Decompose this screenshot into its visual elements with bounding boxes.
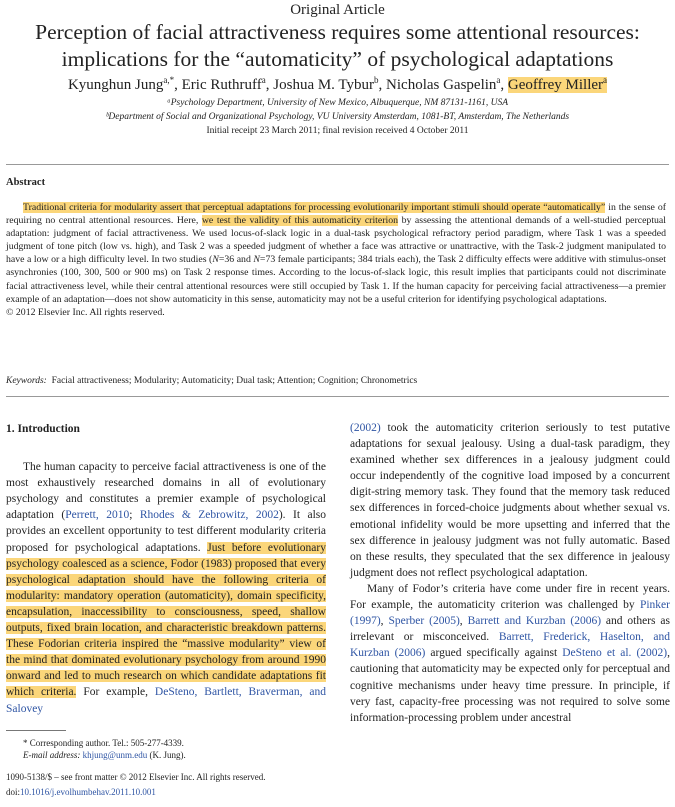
right-paragraph-2: Many of Fodor’s criteria have come under fire in recent years. For example, the automaticity criterion was challenged by Pinker (1997), Sperber (2005), Barrett and Kurzban (2006) and others as irrelevant or misconceived. Barrett, Frederick, Haselton, and Kurzban (2006) argued specifically against DeSteno et al. (2002), cautioning that automaticity may be expected only for perceptual and cognitive mechanisms under heavy time pressure. In principle, if very fast, capacity-free processing was not required to solve some information-processing problem under ancestral [350, 582, 671, 724]
citation-perrett[interactable]: Perrett, 2010 [65, 509, 130, 522]
doi-line: doi:10.1016/j.evolhumbehav.2011.10.001 [6, 787, 156, 797]
citation-sperber[interactable]: Sperber (2005) [388, 615, 460, 628]
copyright: © 2012 Elsevier Inc. All rights reserved. [6, 306, 165, 318]
citation-barrett-kurzban[interactable]: Barrett and Kurzban (2006) [467, 615, 602, 628]
affiliation-b: ᵇDepartment of Social and Organizational Psychology, VU University Amsterdam, 1081-BT, Amsterdam, The Netherlands [105, 112, 570, 122]
author-2: Eric Ruthruff [181, 77, 262, 93]
received-dates: Initial receipt 23 March 2011; final revision received 4 October 2011 [206, 126, 469, 136]
issn-line: 1090-5138/$ – see front matter © 2012 Elsevier Inc. All rights reserved. [6, 772, 266, 782]
right-column [350, 420, 670, 726]
title-line-1: Perception of facial attractiveness requires some attentional resources: [35, 20, 640, 44]
highlight-fodor-criteria: Just before evolutionary psychology coalesced as a science, Fodor (1983) proposed that every psychological adaptation should have the following criteria of modularity: mandatory operation (automaticity), domain specificity, encapsulation, inaccessibility to consciousness, speed, shallow outputs, fixed brain location, and characteristic breakdown patterns. These Fodorian criteria inspired the “massive modularity” view of the mind that dominated evolutionary psychology from around 1990 onward and led to much research on which candidate adaptations fit which criteria. [6, 541, 326, 699]
doi-link[interactable]: 10.1016/j.evolhumbehav.2011.10.001 [20, 787, 156, 797]
footnote-divider [6, 730, 66, 731]
article-type: Original Article [290, 2, 385, 18]
email-line: E-mail address: khjung@unm.edu (K. Jung). [23, 750, 186, 760]
author-1-sup: a,* [163, 75, 175, 85]
author-4: Nicholas Gaspelin [386, 77, 497, 93]
abstract-highlight-2: we test the validity of this automaticity criterion [201, 215, 399, 227]
email-link[interactable]: khjung@unm.edu [82, 750, 148, 760]
title-line-2: implications for the “automaticity” of psychological adaptations [61, 47, 614, 71]
section-heading-introduction: 1. Introduction [6, 423, 80, 435]
abstract-heading: Abstract [6, 177, 46, 188]
footnotes [6, 737, 326, 761]
right-paragraph-1: (2002) took the automaticity criterion seriously to test putative adaptations for sexual jealousy. Using a dual-task paradigm, they examined whether sex differences in a jealousy judgment could occur independently of the cognitive load imposed by a concurrent digit-string memory task. They found that the memory task reduced sex differences in forced-choice judgments about whether sexual vs. emotional infidelity would be more upsetting and inferred that the sex difference in jealousy judgment was not fully automatic. Based on these results, they speculated that the sex difference in jealousy judgment does not reflect psychological adaptation. [350, 422, 670, 579]
abstract-highlight-1: Traditional criteria for modularity assert that perceptual adaptations for processing evolutionarily important stimuli should operate “automatically” [23, 202, 606, 213]
abstract-divider [6, 396, 669, 397]
intro-paragraph-1: The human capacity to perceive facial attractiveness is one of the most exhaustively researched domains in all of evolutionary psychology and constitutes a premier example of psychological adaptation (Perrett, 2010; Rhodes & Zebrowitz, 2002). It also provides an excellent opportunity to test different modularity criteria proposed for psychological adaptations. Just before evolutionary psychology coalesced as a science, Fodor (1983) proposed that every psychological adaptation should have the following criteria of modularity: mandatory operation (automaticity), domain specificity, encapsulation, inaccessibility to consciousness, speed, shallow outputs, fixed brain location, and characteristic breakdown patterns. These Fodorian criteria inspired the “massive modularity” view of the mind that dominated evolutionary psychology from around 1990 onward and led to much research on which candidate adaptations fit which criteria. For example, DeSteno, Bartlett, Braverman, and Salovey [6, 461, 327, 715]
affiliation-a: ᵃPsychology Department, University of New Mexico, Albuquerque, NM 87131-1161, USA [166, 98, 509, 108]
keywords-list: Facial attractiveness; Modularity; Automaticity; Dual task; Attention; Cognition; Chronometrics [51, 376, 418, 386]
keywords-label: Keywords: [6, 376, 47, 386]
article-title [4, 19, 671, 73]
author-1: Kyunghun Jung [67, 77, 164, 93]
citation-desteno-etal[interactable]: DeSteno et al. (2002) [562, 647, 668, 660]
citation-desteno-year[interactable]: (2002) [350, 422, 381, 434]
author-3: Joshua M. Tybur [273, 77, 375, 93]
citation-rhodes[interactable]: Rhodes & Zebrowitz, 2002 [139, 509, 279, 522]
author-list: Kyunghun Jung$^{a,*}$, Eric Ruthruff$^a$, Joshua M. Tybur$^b$, Nicholas Gaspelin$^a$, Geoffrey Miller$^a$ [67, 75, 608, 93]
header-divider [6, 164, 669, 165]
citation-pinker[interactable]: Pinker (1997) [350, 599, 670, 628]
citation-desteno[interactable]: DeSteno, Bartlett, Braverman, and Salovey [6, 686, 326, 715]
corresponding-author: * Corresponding author. Tel.: 505-277-4339. [23, 738, 184, 748]
citation-barrett-frederick[interactable]: Barrett, Frederick, Haselton, and Kurzban (2006) [350, 631, 670, 660]
author-5-highlighted: Geoffrey Miller$^a$ [507, 75, 608, 93]
left-column [6, 421, 326, 717]
abstract-body: Traditional criteria for modularity assert that perceptual adaptations for processing evolutionarily important stimuli should operate “automatically” in the sense of requiring no central attentional resources. Here, we test the validity of this automaticity criterion by assessing the attentional demands of a well-studied perceptual adaptation: judgment of facial attractiveness. We used locus-of-slack logic in a dual-task psychological refractory period paradigm, where Task 1 was a speeded judgment of tone pitch (low vs. high), and Task 2 was a speeded judgment of whether a face was attractive or unattractive, with the Task-2 judgment manipulated to have a low or a high difficulty level. In two studies (N=36 and N=73 female participants; 384 trials each), the Task 2 difficulty effects were additive with stimulus-onset asynchronies (100, 300, 500 or 900 ms) on Task 2 response times. According to the locus-of-slack logic, this result implies that participants could not discriminate facial attractiveness level, while their central attentional resources were still occupied by Task 1. If the human capacity for perceiving facial attractiveness—a premier example of an adaptation—does not show automaticity in this sense, automaticity may not be a useful criterion for identifying psychological adaptations. © 2012 Elsevier Inc. All rights reserved. [6, 202, 667, 318]
keywords [6, 376, 666, 386]
